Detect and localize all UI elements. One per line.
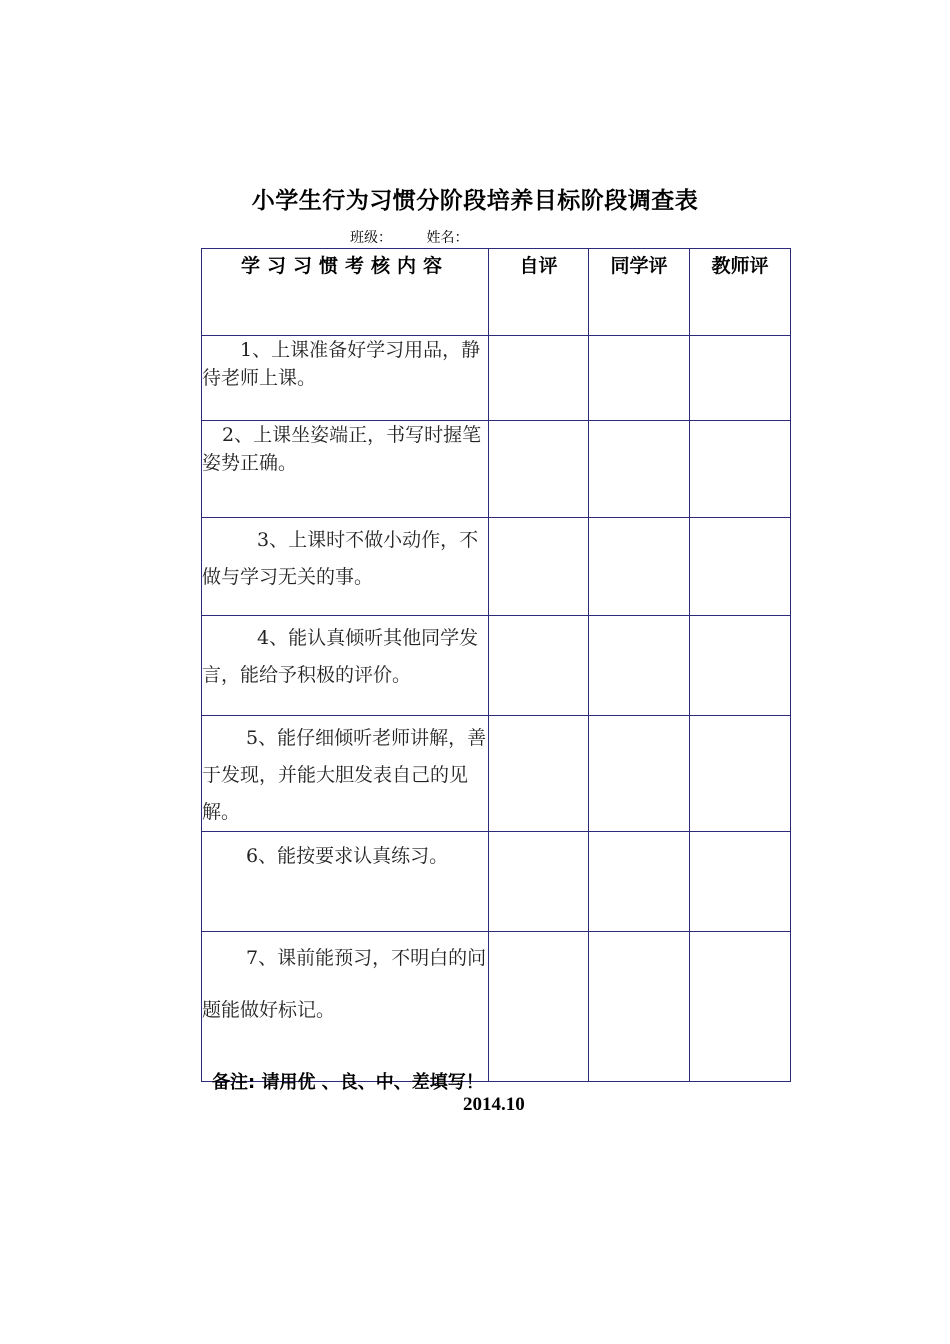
self-eval-cell[interactable] [489,932,589,1082]
peer-eval-cell[interactable] [589,336,690,421]
student-info [350,227,468,247]
peer-eval-cell[interactable] [589,518,690,616]
table-row [202,421,791,518]
item-content: 2、上课坐姿端正，书写时握笔姿势正确。 [202,421,489,518]
header-self-eval: 自评 [489,249,589,336]
table-row [202,716,791,832]
item-content: 4、能认真倾听其他同学发言，能给予积极的评价。 [202,616,489,716]
page-title: 小学生行为习惯分阶段培养目标阶段调查表 [251,188,699,214]
header-content: 学习习惯考核内容 [202,249,489,336]
table-row [202,932,791,1082]
table-row [202,336,791,421]
item-content: 1、上课准备好学习用品，静待老师上课。 [202,336,489,421]
self-eval-cell[interactable] [489,421,589,518]
teacher-eval-cell[interactable] [690,616,791,716]
table-row [202,832,791,932]
document-date: 2014.10 [463,1094,525,1115]
peer-eval-cell[interactable] [589,716,690,832]
peer-eval-cell[interactable] [589,932,690,1082]
self-eval-cell[interactable] [489,716,589,832]
table-row [202,518,791,616]
teacher-eval-cell[interactable] [690,336,791,421]
header-peer-eval: 同学评 [589,249,690,336]
item-content: 3、上课时不做小动作，不做与学习无关的事。 [202,518,489,616]
teacher-eval-cell[interactable] [690,518,791,616]
peer-eval-cell[interactable] [589,421,690,518]
item-content: 7、课前能预习，不明白的问题能做好标记。 [202,932,489,1082]
teacher-eval-cell[interactable] [690,932,791,1082]
self-eval-cell[interactable] [489,518,589,616]
teacher-eval-cell[interactable] [690,832,791,932]
survey-table [201,248,791,1082]
self-eval-cell[interactable] [489,336,589,421]
peer-eval-cell[interactable] [589,616,690,716]
self-eval-cell[interactable] [489,832,589,932]
self-eval-cell[interactable] [489,616,589,716]
item-content: 5、能仔细倾听老师讲解，善于发现，并能大胆发表自己的见解。 [202,716,489,832]
peer-eval-cell[interactable] [589,832,690,932]
teacher-eval-cell[interactable] [690,716,791,832]
teacher-eval-cell[interactable] [690,421,791,518]
table-header-row [202,249,791,336]
item-content: 6、能按要求认真练习。 [202,832,489,932]
name-label: 姓名： [426,230,469,246]
table-row [202,616,791,716]
class-label: 班级： [350,230,392,246]
remark-note: 备注: 请用优 、良、中、差填写！ [212,1072,484,1093]
header-teacher-eval: 教师评 [690,249,791,336]
